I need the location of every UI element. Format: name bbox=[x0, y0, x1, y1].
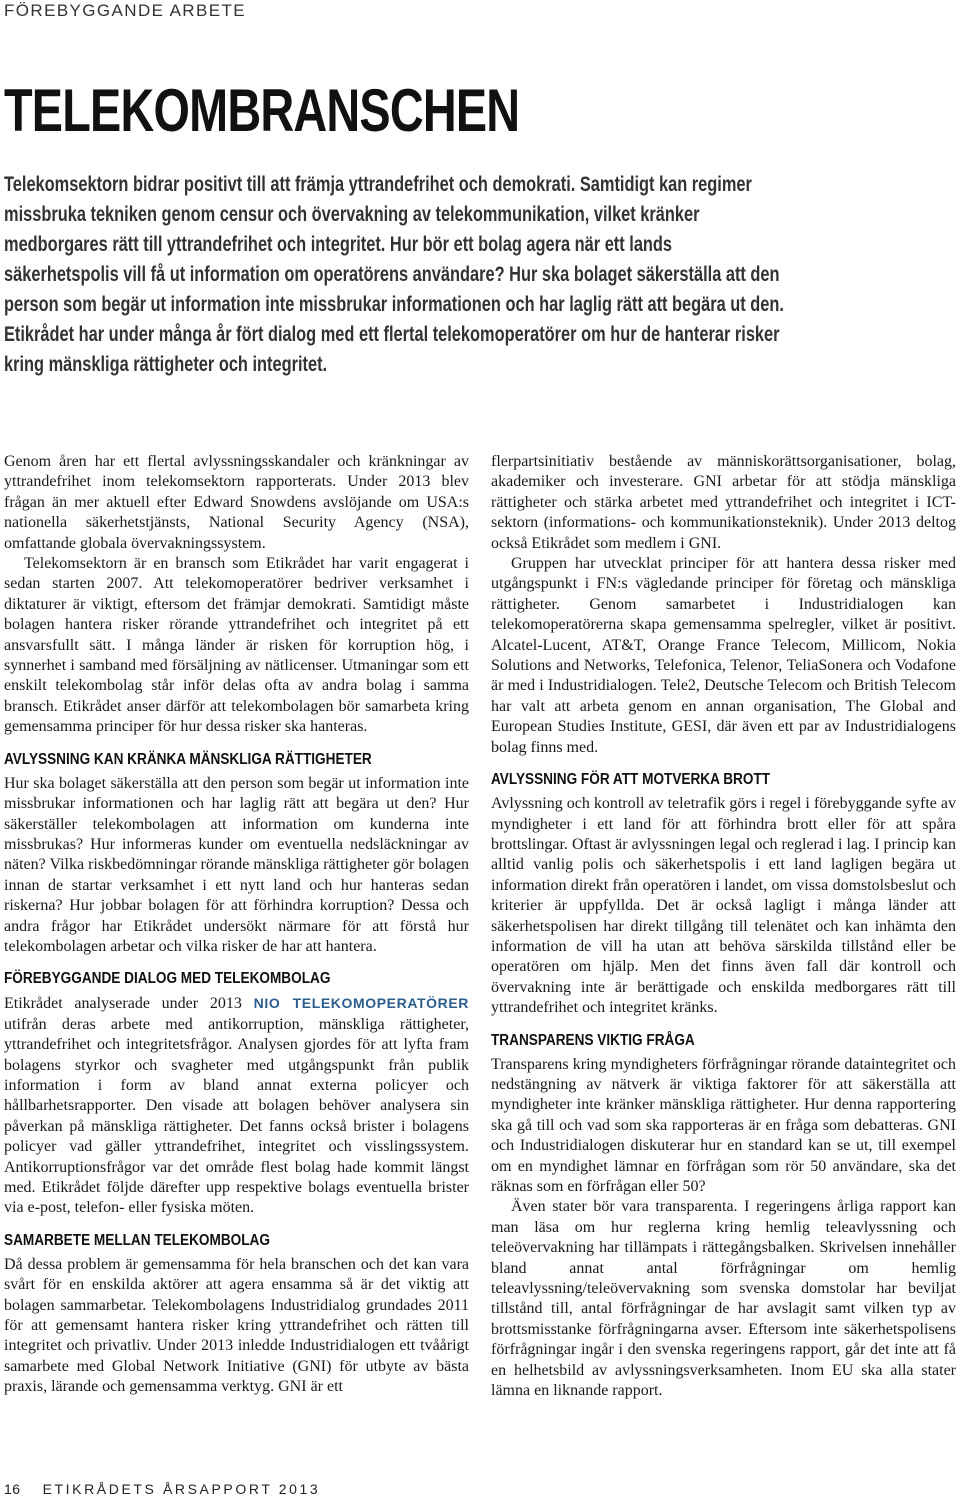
section-heading bbox=[4, 969, 469, 989]
highlight-text: NIO TELEKOMOPERATÖRER bbox=[253, 995, 469, 1012]
section-heading-text: AVLYSSNING FÖR ATT MOTVERKA BROTT bbox=[491, 771, 771, 789]
body-paragraph: Gruppen har utvecklat principer för att hantera dessa risker med utgångspunkt i FN:s vägledande principer för företag och mänskliga rättigheter. Genom samarbetet i Industridialogen kan telekomoperatörerna skapa gemensamma spelregler, vilket är positivt. Alcatel-Lucent, AT&T, Orange France Telecom, Millicom, Nokia Solutions and Networks, Telefonica, Telenor, TeliaSonera och Vodafone är med i Industridialogen. Tele2, Deutsche Telecom och British Telecom har valt att arbeta genom en annan organisation, The Global and European Studies Institute, GESI, där även ett par av Industridialogens bolag finns med. bbox=[491, 555, 956, 756]
page-footer bbox=[4, 1481, 320, 1497]
body-paragraph: Transparens kring myndigheters förfrågningar rörande dataintegritet och nedstängning av nätverk är viktiga faktorer för att säkerställa att myndigheter inte kränker mänskliga rättigheter. Hur denna rapportering ska gå till och vad som ska rapporteras är en fråga som debatteras. GNI och Industridialogen diskuterar hur en standard kan se ut, till exempel om en myndighet lämnar en förfrågan som rör 50 användare, ska det räknas som en förfrågan eller 50? bbox=[491, 1055, 956, 1195]
body-text: Etikrådet analyserade under 2013 bbox=[4, 995, 254, 1013]
section-heading-text: AVLYSSNING KAN KRÄNKA MÄNSKLIGA RÄTTIGHETER bbox=[4, 750, 372, 768]
left-column bbox=[4, 452, 469, 1398]
page-number: 16 bbox=[4, 1481, 21, 1497]
section-heading bbox=[4, 750, 469, 770]
section-heading-text: SAMARBETE MELLAN TELEKOMBOLAG bbox=[4, 1231, 270, 1249]
body-paragraph: flerpartsinitiativ bestående av människorättsorganisationer, bolag, akademiker och investerare. GNI arbetar för att stödja mänskliga rättigheter och stärka arbetet med yttrandefrihet och integritet i ICT-sektorn (informations- och kommunikationsteknik). Under 2013 deltog också Etikrådet som medlem i GNI. bbox=[491, 453, 956, 552]
body-paragraph: Avlyssning och kontroll av teletrafik görs i regel i förebyggande syfte av myndigheter i ett land för att förhindra brott eller för att spåra brottslingar. Oftast är avlyssningen legal och reglerad i lag. I princip kan alltid vanlig polis och säkerhetspolis i ett land lagligen begära ut information direkt från operatören i landet, om vissa domstolsbeslut och kriterier är uppfyllda. Det är också lagligt i många länder att säkerhetspolisen har direkt tillgång till telenätet och kan inhämta den information de vill ha utan att behöva särskilda tillstånd eller be operatören om hjälp. Men det finns även fall där kontroll och övervakning inte är berättigade och enskilda medborgares rätt till yttrandefrihet och integritet kränks. bbox=[491, 795, 956, 1017]
section-heading-text: FÖREBYGGANDE DIALOG MED TELEKOMBOLAG bbox=[4, 970, 331, 988]
section-heading bbox=[491, 770, 956, 790]
body-paragraph bbox=[4, 993, 469, 1218]
body-paragraph: Genom åren har ett flertal avlyssningsskandaler och kränkningar av yttrandefrihet inom telekomsektorn rapporterats. Under 2013 blev frågan än mer aktuell efter Edward Snowdens avslöjande om USA:s nationella säkerhetstjänsts, National Security Agency (NSA), omfattande globala övervakningssystem. bbox=[4, 453, 469, 552]
body-paragraph: Då dessa problem är gemensamma för hela branschen och det kan vara svårt för en enskilda aktörer att agera ensamma så är det viktig att bolagen sammarbetar. Telekombolagens Industridialog grundades 2011 för att gemensamt hantera risker kring yttrandefrihet och rätten till integritet och privatliv. Under 2013 inledde Industridialogen ett tvåårigt samarbete med Global Network Initiative (GNI) för utbyte av bästa praxis, lärande och gemensamma verktyg. GNI är ett bbox=[4, 1255, 469, 1396]
body-paragraph: Hur ska bolaget säkerställa att den person som begär ut information inte missbrukar informationen och har laglig rätt att begära ut den? Hur säkerställer telekombolagen att information om kunderna inte missbrukas? Hur informeras kunder om eventuella nedsläckningar av näten? Vilka riskbedömningar rörande mänskliga rättigheter gör bolagen innan de startar verksamhet i ett nytt land och hur hanteras sedan riskerna? Hur jobbar bolagen för att förhindra korruption? Dessa och andra frågor har Etikrådet undersökt närmare för att förstå hur telekombolagen arbetar och vilka risker de har att hantera. bbox=[4, 774, 469, 955]
page-title: TELEKOMBRANSCHEN bbox=[4, 77, 520, 144]
publication-title: ETIKRÅDETS ÅRSAPPORT 2013 bbox=[42, 1481, 321, 1497]
body-paragraph: Telekomsektorn är en bransch som Etikrådet har varit engagerat i sedan starten 2007. Att telekomoperatörer bedriver verksamhet i diktaturer är viktigt, eftersom det främjar demokrati. Samtidigt måste bolagen hantera risker rörande yttrandefrihet och integritet på ett ansvarsfullt sätt. I många länder är risken för korruption hög, i synnerhet i samband med försäljning av nätlicenser. Utmaningar som ett enskilt telekombolag står inför delas ofta av andra bolag i samma bransch. Etikrådet anser därför att telekombolagen bör samarbeta kring gemensamma principer för hur dessa risker ska hanteras. bbox=[4, 555, 469, 736]
body-text: utifrån deras arbete med antikorruption, mänskliga rättigheter, yttrandefrihet och integritetsfrågor. Analysen gjordes för att lyfta fram bolagens styrkor och svagheter med utgångspunkt från publik information i form av bland annat externa policyer och hållbarhetsrapporter. Den visade att bolagen behöver analysera sin påverkan på mänskliga rättigheter. Det fanns också brister i bolagens policyer vad gäller yttrandefrihet, integritet och visslingssystem. Antikorruptionsfrågor var det område flest bolag hade kommit längst med. Etikrådet följde därefter upp respektive bolags eventuella brister via e-post, telefon- eller fysiska möten. bbox=[4, 1015, 469, 1217]
section-heading bbox=[4, 1231, 469, 1251]
lead-paragraph: Telekomsektorn bidrar positivt till att främja yttrandefrihet och demokrati. Samtidigt kan regimer missbruka tekniken genom censur och övervakning av telekommunikation, vilket kränker medborgares rätt till yttrandefrihet och integritet. Hur bör ett bolag agera när ett lands säkerhetspolis vill få ut information om operatörens användare? Hur ska bolaget säkerställa att den person som begär ut information inte missbrukar informationen och har laglig rätt att begära ut den. Etikrådet har under många år fört dialog med ett flertal telekomoperatörer om hur de hanterar risker kring mänskliga rättigheter och integritet. bbox=[4, 173, 784, 376]
body-paragraph: Även stater bör vara transparenta. I regeringens årliga rapport kan man läsa om hur reglerna kring hemlig teleavlyssning och teleövervakning har tillämpats i rättegångsbalken. Skrivelsen innehåller bland annat antal förfrågningar om hemlig teleavlyssning/teleövervakning som svenska domstolar har beviljat tillstånd till, antal förfrågningar de har avslagit samt vilken typ av brottsmisstanke förfrågningarna avser. Eftersom inte säkerhetspolisens förfrågningar ingår i den svenska regeringens rapport, går det inte att få en helhetsbild av avlyssningsverksamheten. Inom EU ska alla stater lämna en liknande rapport. bbox=[491, 1198, 956, 1400]
section-heading bbox=[491, 1031, 956, 1051]
right-column bbox=[491, 452, 956, 1401]
section-heading-text: TRANSPARENS VIKTIG FRÅGA bbox=[491, 1031, 695, 1049]
section-label: FÖREBYGGANDE ARBETE bbox=[4, 1, 246, 20]
